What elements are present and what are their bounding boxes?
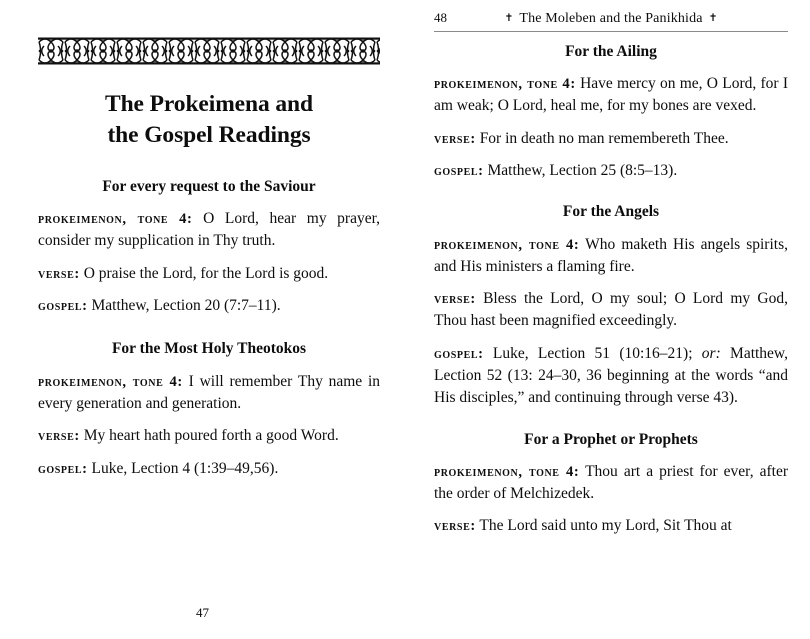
entry-text: The Lord said unto my Lord, Sit Thou at <box>479 517 732 535</box>
section-heading-most-holy-theotokos: For the Most Holy Theotokos <box>111 340 307 358</box>
entry-text: My heart hath poured forth a good Word. <box>83 427 339 445</box>
entry-verse <box>38 425 380 447</box>
entry-text: O praise the Lord, for the Lord is good. <box>83 264 329 282</box>
section-heading-prophet: For a Prophet or Prophets <box>524 430 698 448</box>
right-page <box>405 0 810 639</box>
cross-icon-left: ✝ <box>504 12 514 24</box>
entry-prokeimenon <box>38 208 380 253</box>
section-heading-every-request: For every request to the Saviour <box>102 178 316 196</box>
entry-label: gospel: <box>38 298 88 315</box>
entry-label: prokeimenon, tone 4: <box>38 373 183 390</box>
entry-label: verse: <box>434 291 476 308</box>
running-head-title <box>468 11 754 27</box>
entry-verse <box>434 128 788 150</box>
entry-prokeimenon <box>434 234 788 279</box>
page-title-line-2: the Gospel Readings <box>107 122 311 149</box>
section-heading-angels: For the Angels <box>562 203 660 221</box>
entry-text: I will remember Thy name in every generation and generation. <box>38 372 381 412</box>
cross-icon-right: ✝ <box>708 12 718 24</box>
entry-label: prokeimenon, tone 4: <box>434 76 576 93</box>
entry-verse <box>434 288 788 333</box>
section-heading-ailing: For the Ailing <box>565 43 657 60</box>
entry-label: verse: <box>38 428 80 445</box>
entry-prokeimenon <box>434 461 788 506</box>
entry-label: verse: <box>434 518 476 535</box>
entry-text: Luke, Lection 4 (1:39–49,56). <box>91 459 279 477</box>
entry-text-italic: or: <box>701 344 721 362</box>
folio-number-left: 47 <box>196 605 209 620</box>
entry-gospel <box>434 343 788 410</box>
entry-text: For in death no man remembereth Thee. <box>479 129 729 147</box>
running-head <box>434 0 788 27</box>
entry-text: Thou art a priest for ever, after the order of Melchizedek. <box>434 462 788 503</box>
entry-text-before-italic: Luke, Lection 51 (10:16–21); <box>492 344 702 362</box>
folio-number-right: 48 <box>434 10 447 25</box>
entry-label: gospel: <box>434 345 484 362</box>
entry-prokeimenon <box>38 371 380 416</box>
entry-label: verse: <box>38 265 80 282</box>
arabesque-ornament-band <box>38 37 380 65</box>
entry-text: O Lord, hear my prayer, consider my supplication in Thy truth. <box>38 210 381 250</box>
entry-label: gospel: <box>38 460 88 477</box>
entry-gospel <box>434 160 788 182</box>
entry-text: Have mercy on me, O Lord, for I am weak; O Lord, heal me, for my bones are vexed. <box>434 75 788 115</box>
entry-label: prokeimenon, tone 4: <box>434 463 580 480</box>
entry-label: prokeimenon, tone 4: <box>38 211 193 228</box>
entry-verse <box>434 515 788 537</box>
entry-label: verse: <box>434 130 476 147</box>
page-title-line-1: The Prokeimena and <box>105 91 313 117</box>
entry-label: gospel: <box>434 163 484 180</box>
entry-verse <box>38 263 380 285</box>
page-title <box>38 89 380 151</box>
entry-gospel <box>38 295 380 317</box>
running-head-rule <box>434 31 788 32</box>
entry-label: prokeimenon, tone 4: <box>434 236 580 253</box>
entry-text: Matthew, Lection 25 (8:5–13). <box>487 162 678 180</box>
running-head-title-text: The Moleben and the Panikhida <box>519 11 703 26</box>
entry-text-after-italic: Matthew, Lection 52 (13: 24–30, 36 beginning at the words “and His disciples,” and continuing through verse 43). <box>434 344 788 407</box>
entry-prokeimenon <box>434 73 788 118</box>
entry-text: Bless the Lord, O my soul; O Lord my God, Thou hast been magnified exceedingly. <box>434 290 788 330</box>
entry-text: Who maketh His angels spirits, and His ministers a flaming fire. <box>434 235 788 275</box>
entry-text: Matthew, Lection 20 (7:7–11). <box>91 297 281 315</box>
entry-gospel <box>38 458 380 480</box>
